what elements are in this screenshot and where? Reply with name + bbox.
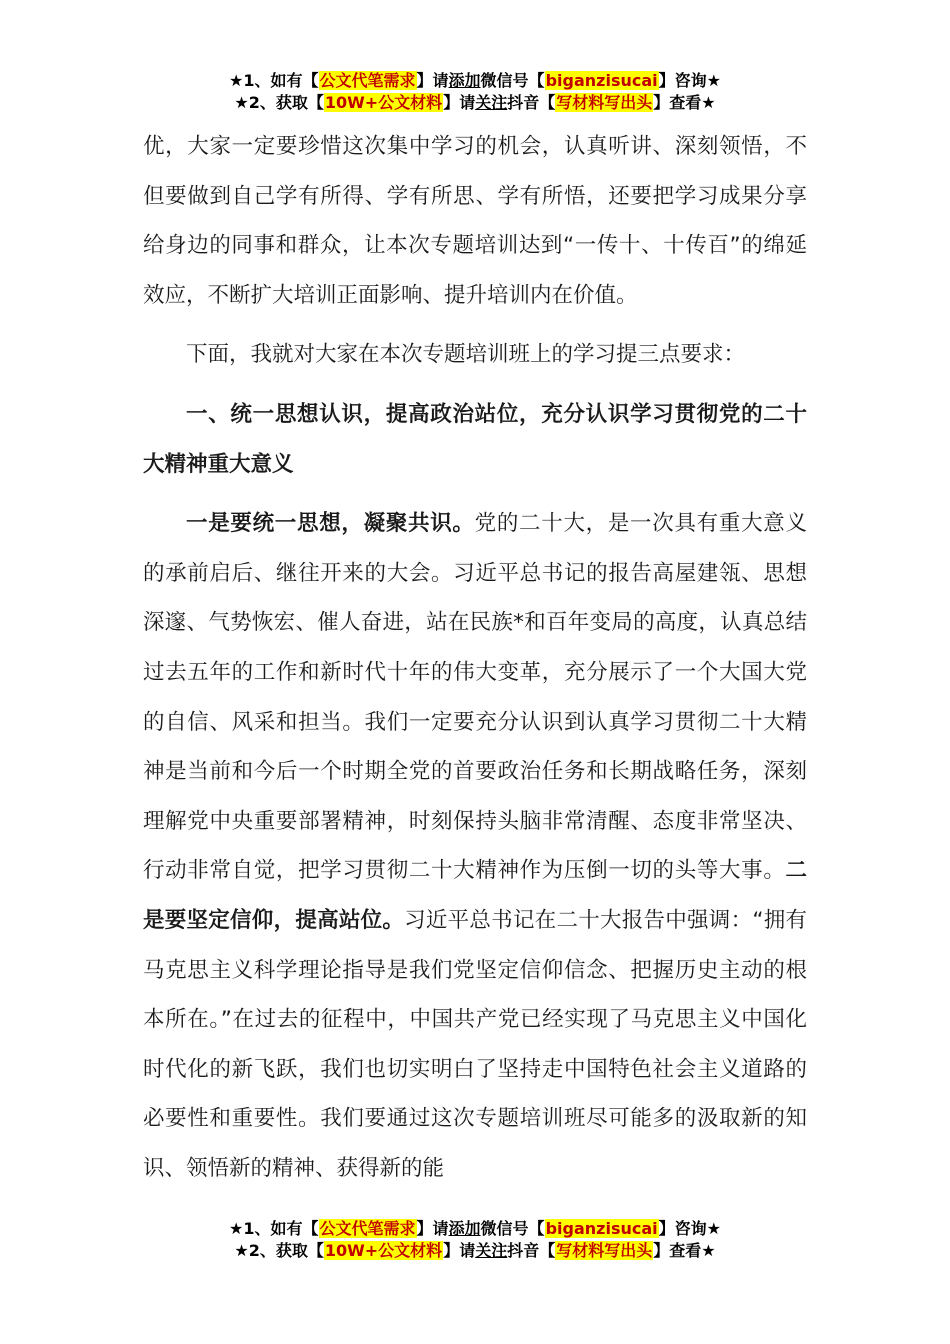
highlight-douyin-id: 写材料写出头 (556, 1241, 653, 1260)
paragraph-3: 一是要统一思想，凝聚共识。党的二十大，是一次具有重大意义的承前启后、继往开来的大会。习近平总书记的报告高屋建瓴、思想深邃、气势恢宏、催人奋进，站在民族*和百年变局的高度，认真总结过去五年的工作和新时代十年的伟大变革，充分展示了一个大国大党的自信、风采和担当。我们一定要充分认识到认真学习贯彻二十大精神是当前和今后一个时期全党的首要政治任务和长期战略任务，深刻理解党中央重要部署精神，时刻保持头脑非常清醒、态度非常坚决、行动非常自觉，把学习贯彻二十大精神作为压倒一切的头等大事。二是要坚定信仰，提高站位。习近平总书记在二十大报告中强调：“拥有马克思主义科学理论指导是我们党坚定信仰信念、把握历史主动的根本所在。”在过去的征程中，中国共产党已经实现了马克思主义中国化时代化的新飞跃，我们也切实明白了坚持走中国特色社会主义道路的必要性和重要性。我们要通过这次专题培训班尽可能多的汲取新的知识、领悟新的精神、获得新的能 (143, 511, 807, 1181)
footer-banner (0, 1218, 950, 1262)
banner-line-1: ★1、如有【公文代笔需求】请添加微信号【biganzisucai】咨询★ (229, 1219, 721, 1238)
highlight-materials: 10W+公文材料 (324, 1241, 443, 1260)
highlight-service: 公文代笔需求 (319, 71, 416, 90)
header-banner (0, 70, 950, 114)
section-heading-1: 一、统一思想认识，提高政治站位，充分认识学习贯彻党的二十大精神重大意义 (143, 401, 807, 477)
paragraph-1: 优，大家一定要珍惜这次集中学习的机会，认真听讲、深刻领悟，不但要做到自己学有所得、学有所思、学有所悟，还要把学习成果分享给身边的同事和群众，让本次专题培训达到“一传十、十传百”的绵延效应，不断扩大培训正面影响、提升培训内在价值。 (143, 134, 807, 308)
banner-line-2: ★2、获取【10W+公文材料】请关注抖音【写材料写出头】查看★ (234, 93, 716, 112)
highlight-materials: 10W+公文材料 (324, 93, 443, 112)
highlight-service: 公文代笔需求 (319, 1219, 416, 1238)
lead-phrase-1: 一是要统一思想，凝聚共识。 (186, 511, 475, 537)
lead-phrase-2: 二是要坚定信仰，提高站位。 (143, 858, 807, 933)
paragraph-2: 下面，我就对大家在本次专题培训班上的学习提三点要求： (186, 342, 746, 368)
highlight-wechat-id: biganzisucai (545, 71, 658, 90)
document-body (143, 122, 807, 1193)
highlight-wechat-id: biganzisucai (545, 1219, 658, 1238)
banner-line-2: ★2、获取【10W+公文材料】请关注抖音【写材料写出头】查看★ (234, 1241, 716, 1260)
banner-line-1: ★1、如有【公文代笔需求】请添加微信号【biganzisucai】咨询★ (229, 71, 721, 90)
highlight-douyin-id: 写材料写出头 (556, 93, 653, 112)
